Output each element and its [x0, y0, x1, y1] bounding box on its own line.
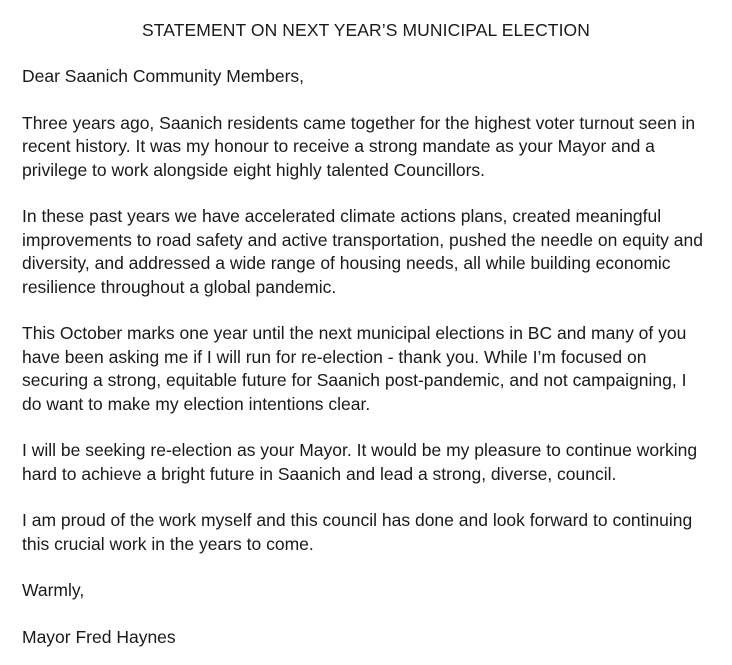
greeting: Dear Saanich Community Members, — [22, 66, 305, 86]
paragraph-5: I am proud of the work myself and this council has done and look forward to continuing this crucial work in the years to come. — [22, 510, 693, 554]
paragraph-4: I will be seeking re-election as your Mayor. It would be my pleasure to continue working hard to achieve a bright future in Saanich and lead a strong, diverse, council. — [22, 440, 698, 484]
paragraph-1: Three years ago, Saanich residents came together for the highest voter turnout seen in recent history. It was my honour to receive a strong mandate as your Mayor and a privilege to work alongside eight highly talented Councillors. — [22, 112, 696, 180]
paragraph-2: In these past years we have accelerated climate actions plans, created meaningful improvements to road safety and active transportation, pushed the needle on equity and diversity, and addressed a wide range of housing needs, all while building economic resilience throughout a global pandemic. — [22, 206, 703, 297]
signature: Mayor Fred Haynes — [22, 626, 176, 647]
closing: Warmly, — [22, 580, 85, 600]
document-title: STATEMENT ON NEXT YEAR’S MUNICIPAL ELECTION — [141, 20, 591, 40]
paragraph-3: This October marks one year until the next municipal elections in BC and many of you have been asking me if I will run for re-election - thank you. While I’m focused on securing a strong, equitable future for Saanich post-pandemic, and not campaigning, I do want to make my election intentions clear. — [22, 323, 687, 414]
